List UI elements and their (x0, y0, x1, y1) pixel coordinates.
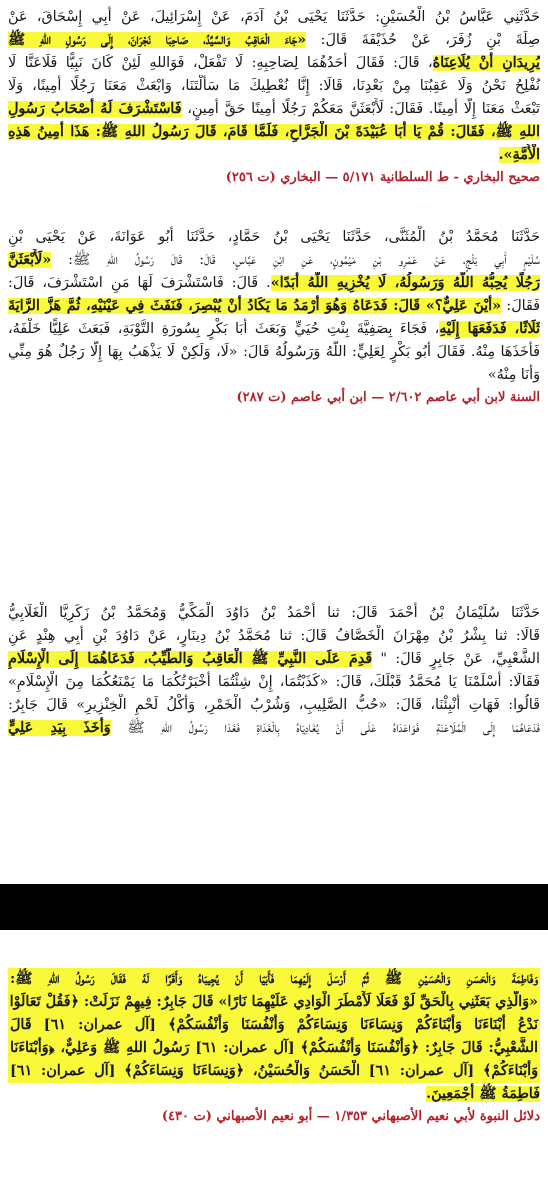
highlight: وَفَاطِمَةَ وَالْحَسَنِ وَالْحُسَيْنِ ﷺ ثُمَّ أَرْسَلَ إِلَيْهِمَا فَأَبَيَا أَنْ يُجِيبَاهُ وَأَقَرَّا لَهُ فَقَالَ رَسُولُ اللهِ ﷺ: (8, 968, 540, 991)
text-line: حَدَّثَنَا مُحَمَّدُ بْنُ الْمُثَنَّى، حَدَّثَنَا يَحْيَى بْنُ حَمَّادٍ، حَدَّثَنَا أَبُو عَوَانَةَ، عَنْ يَحْيَى بْنِ (8, 229, 540, 245)
text-line (8, 1037, 540, 1060)
text-line: فَأَخَذَهَا مِنْهُ. فَقَالَ أَبُو بَكْرٍ لِعَلِيٍّ: اللَّهُ وَرَسُولُهُ قَالَ: «لَا، وَلَكِنْ لَا يَذْهَبُ بِهَا إِلَّا رَجُلٌ هُوَ مِنِّي (8, 344, 540, 360)
citation: السنة لابن أبي عاصم ٢/٦٠٢ — ابن أبي عاصم (ت ٢٨٧) (236, 390, 540, 405)
highlight: وَأَبْنَاءَكُمْ﴾ [آل عمران: ٦١] الْحَسَنُ وَالْحُسَيْنُ، ﴿وَنِسَاءَنَا وَنِسَاءَكُمْ﴾ [آل عمران: ٦١] (8, 1060, 540, 1083)
text-line: فَقَالَ: «أَيْنَ عَلِيٌّ؟» قَالَ: فَدَعَاهُ وَهُوَ أَرْمَدُ مَا يَكَادُ أَنْ يُبْصِرَ، فَنَفَثَ فِي عَيْنَيْهِ، ثُمَّ هَزَّ الرَّايَةَ (8, 298, 540, 314)
text-line (8, 121, 540, 144)
highlight: قَدِمَ عَلَى النَّبِيِّ ﷺ الْعَاقِبُ وَالطَّيِّبُ، فَدَعَاهُمَا إِلَى الْإِسْلَامِ (8, 651, 373, 667)
text-line (8, 991, 540, 1014)
text-line: فَدَعَاهُمَا إِلَى الْمُلَاعَنَةِ فَوَاعَدَاهُ عَلَى أَنْ يُغَادِيَاهُ بِالْغَدَاةِ فَغَدَا رَسُولُ اللهِ ﷺ وَأَخَذَ بِيَدِ عَلِيٍّ (8, 720, 540, 736)
hadith-block-ibn-abi-asim (0, 226, 548, 409)
citation: دلائل النبوة لأبي نعيم الأصبهاني ١/٣٥٣ — أبو نعيم الأصبهاني (ت ٤٣٠) (161, 1109, 540, 1124)
hadith-block-bukhari (0, 6, 548, 189)
highlight: «لَأَبْعَثَنَّ (8, 252, 52, 268)
highlight: وَأَخَذَ بِيَدِ عَلِيٍّ (8, 720, 111, 736)
text-line: تَبْعَثْ مَعَنَا إِلَّا أَمِينًا. فَقَالَ: لَأَبْعَثَنَّ مَعَكُمْ رَجُلًا أَمِينًا حَقَّ أَمِينٍ، فَاسْتَشْرَفَ لَهُ أَصْحَابُ رَسُولِ (8, 101, 540, 117)
highlight: «وَالَّذِي بَعَثَنِي بِالْحَقِّ لَوْ فَعَلَا لَأَمْطَرَ الْوَادِي عَلَيْهِمَا نَارًا» قَالَ جَابِرٌ: فِيهِمْ نَزَلَتْ: ﴿فَقُلْ تَعَالَوْا (8, 991, 540, 1014)
highlight: يُرِيدَانِ أَنْ يُلَاعِنَاهُ (432, 55, 540, 71)
highlight: فَاطِمَةُ ﷺ أَجْمَعِينَ. (426, 1086, 540, 1102)
text-line: حَدَّثَنَا سُلَيْمَانُ بْنُ أَحْمَدَ قَالَ: ثنا أَحْمَدُ بْنُ دَاوُدَ الْمَكِّيُّ وَمُحَمَّدُ بْنُ زَكَرِيَّا الْغَلَابِيُّ (8, 605, 540, 621)
hadith-block-abu-nuaym-part1 (0, 602, 548, 740)
text-line: ثَلَاثًا، فَدَفَعَهَا إِلَيْهِ، فَجَاءَ بِصَفِيَّةَ بِنْتِ حُيَيٍّ وَبَعَثَ أَبَا بَكْرٍ بِسُورَةِ التَّوْبَةِ، فَبَعَثَ عَلِيًّا خَلْفَهُ، (8, 321, 540, 337)
text-line: وَأَنَا مِنْهُ» (487, 367, 540, 383)
highlight: «أَيْنَ عَلِيٌّ؟» قَالَ: فَدَعَاهُ وَهُوَ أَرْمَدُ مَا يَكَادُ أَنْ يُبْصِرَ، فَنَفَثَ فِي عَيْنَيْهِ، ثُمَّ هَزَّ الرَّايَةَ (8, 298, 502, 314)
text-line: نُفْلِحُ نَحْنُ وَلَا عَقِبُنَا مِنْ بَعْدِنَا، قَالَا: إِنَّا نُعْطِيكَ مَا سَأَلْتَنَا، وَابْعَثْ مَعَنَا رَجُلًا أَمِينًا، وَلَا (8, 78, 540, 94)
text-line: قَالَا: ثنا بِشْرُ بْنُ مِهْرَانَ الْخَصَّافُ قَالَ: ثنا مُحَمَّدُ بْنُ دِينَارٍ، عَنْ دَاوُدَ بْنِ أَبِي هِنْدٍ عَنِ (8, 628, 540, 644)
hadith-block-abu-nuaym-part2 (0, 968, 548, 1128)
text-line: صِلَةَ بْنِ زُفَرَ، عَنْ حُذَيْفَةَ قَالَ: «جَاءَ الْعَاقِبُ وَالسَّيِّدُ، صَاحِبَا نَجْرَانَ، إِلَى رَسُولِ اللهِ ﷺ (8, 32, 540, 48)
text-line: فَقَالَا: أَسْلَمْنَا يَا مُحَمَّدُ قَبْلَكَ، قَالَ: «كَذَبْتُمَا، إِنْ شِئْتُمَا أَخْبَرْتُكُمَا مَا يَمْنَعُكُمَا مِنَ الْإِسْلَامِ» (8, 674, 540, 690)
text-line: سُلَيْمٍ أَبِي بَلْجٍ، عَنْ عَمْرِو بْنِ مَيْمُونٍ، عَنِ ابْنِ عَبَّاسٍ، قَالَ: قَالَ رَسُولُ اللهِ ﷺ: «لَأَبْعَثَنَّ (8, 252, 540, 268)
highlight: ثَلَاثًا، فَدَفَعَهَا إِلَيْهِ (439, 321, 540, 337)
text-line (8, 1060, 540, 1083)
text-line (8, 968, 540, 991)
text-line: حَدَّثَنِي عَبَّاسُ بْنُ الْحُسَيْنِ: حَدَّثَنَا يَحْيَى بْنُ آدَمَ، عَنْ إِسْرَائِيلَ، عَنْ أَبِي إِسْحَاقَ، عَنْ (8, 9, 540, 25)
text-line: الشَّعْبِيِّ، عَنْ جَابِرٍ قَالَ: " قَدِمَ عَلَى النَّبِيِّ ﷺ الْعَاقِبُ وَالطَّيِّبُ، فَدَعَاهُمَا إِلَى الْإِسْلَامِ (8, 651, 540, 667)
highlight: فَاسْتَشْرَفَ لَهُ أَصْحَابُ رَسُولِ (8, 101, 182, 117)
highlight: «جَاءَ الْعَاقِبُ وَالسَّيِّدُ، صَاحِبَا نَجْرَانَ، إِلَى رَسُولِ اللهِ ﷺ (8, 32, 307, 48)
text-line: رَجُلًا يُحِبُّهُ اللَّهُ وَرَسُولُهُ، لَا يُخْزِيهِ اللَّهُ أَبَدًا». قَالَ: فَاسْتَشْرَفَ لَهَا مَنِ اسْتَشْرَفَ، قَالَ: (8, 275, 540, 291)
citation: صحيح البخاري - ط السلطانية ٥/١٧١ — البخاري (ت ٢٥٦) (225, 170, 540, 185)
text-line (8, 1083, 540, 1106)
text-line (8, 144, 540, 167)
text-line: قَالُوا: فَهَاتِ أَنْبِئْنَا، قَالَ: «حُبُّ الصَّلِيبِ، وَشُرْبُ الْخَمْرِ، وَأَكْلُ لَحْمِ الْخِنْزِيرِ» قَالَ جَابِرٌ: (8, 697, 540, 713)
highlight: الْأُمَّةِ». (498, 147, 540, 163)
page-separator-band (0, 884, 548, 930)
highlight: نَدْعُ أَبْنَاءَنَا وَأَبْنَاءَكُمْ وَنِسَاءَنَا وَنِسَاءَكُمْ وَأَنْفُسَنَا وَأَنْفُسَكُمْ﴾ [آل عمران: ٦١] قَالَ (8, 1014, 540, 1037)
highlight: اللهِ ﷺ، فَقَالَ: قُمْ يَا أَبَا عُبَيْدَةَ بْنَ الْجَرَّاحِ، فَلَمَّا قَامَ، قَالَ رَسُولُ اللهِ ﷺ: هَذَا أَمِينُ هَذِهِ (8, 124, 540, 140)
highlight: الشَّعْبِيُّ: قَالَ جَابِرٌ: ﴿وَأَنْفُسَنَا وَأَنْفُسَكُمْ﴾ [آل عمران: ٦١] رَسُولُ اللهِ ﷺ وَعَلِيٌّ، ﴿وَأَبْنَاءَنَا (8, 1037, 540, 1060)
text-line: يُرِيدَانِ أَنْ يُلَاعِنَاهُ، قَالَ: فَقَالَ أَحَدُهُمَا لِصَاحِبِهِ: لَا تَفْعَلْ، فَوَاللهِ لَئِنْ كَانَ نَبِيًّا فَلَاعَنَّا لَا (8, 55, 540, 71)
text-line (8, 1014, 540, 1037)
highlight: رَجُلًا يُحِبُّهُ اللَّهُ وَرَسُولُهُ، لَا يُخْزِيهِ اللَّهُ أَبَدًا» (270, 275, 540, 291)
